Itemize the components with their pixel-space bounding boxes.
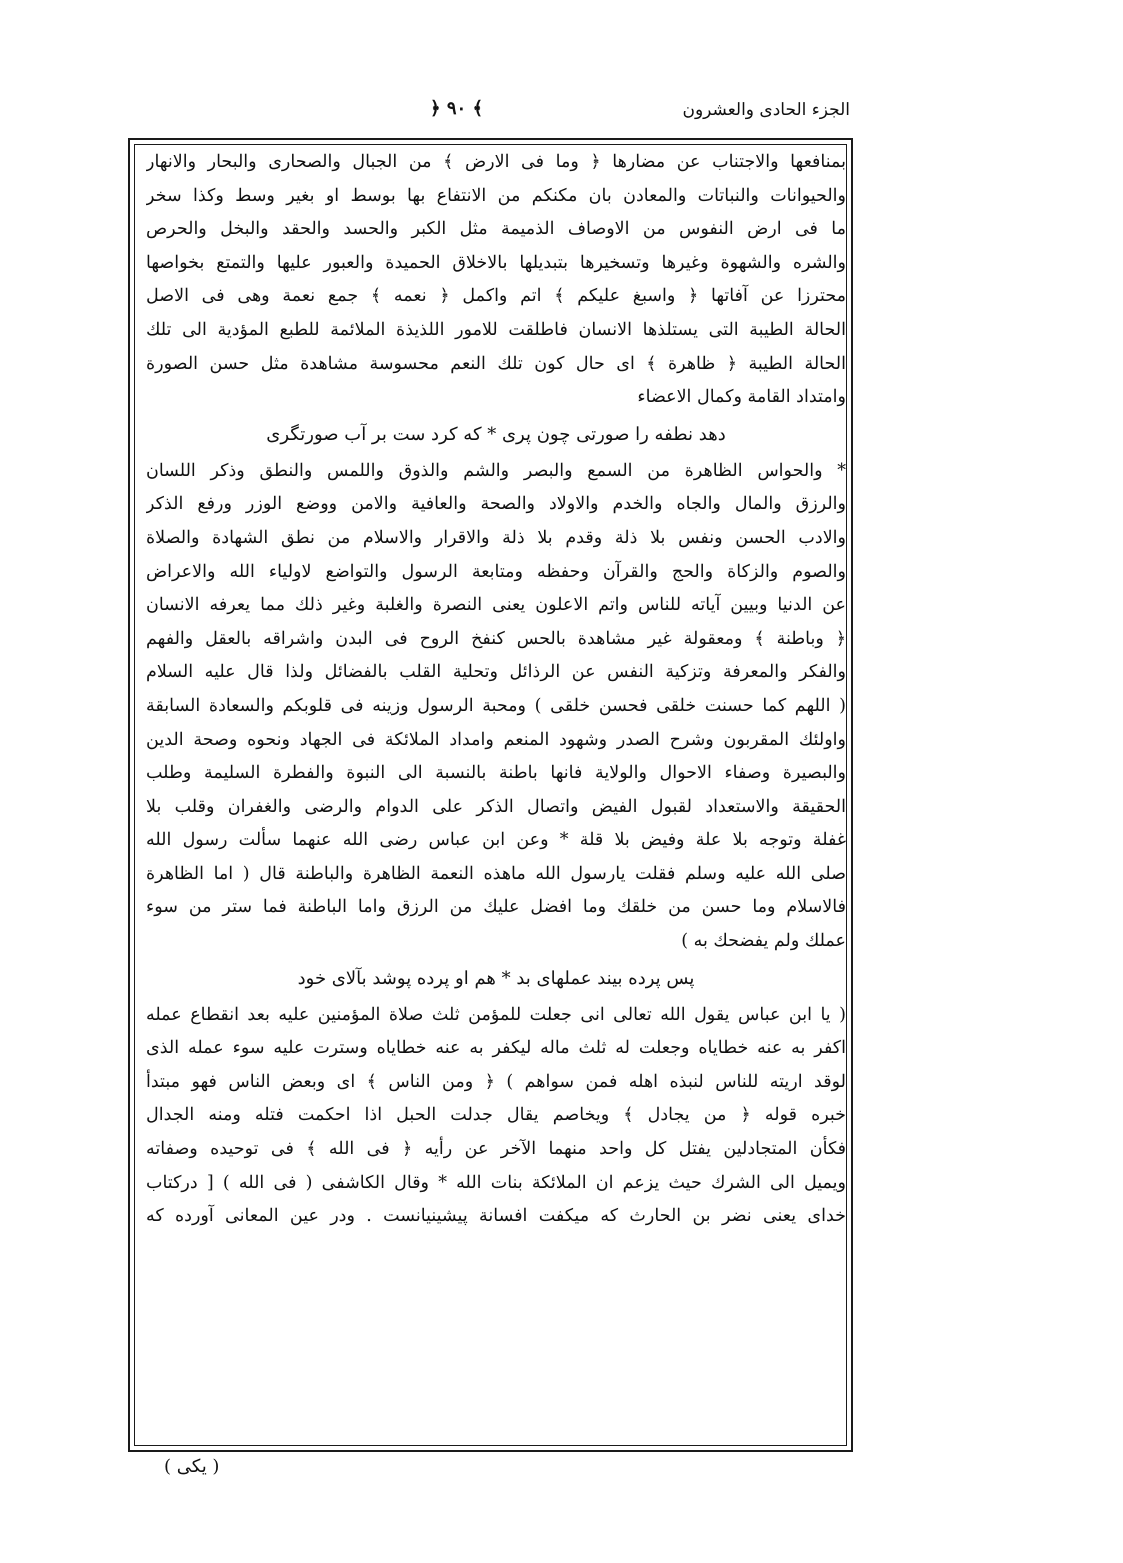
text-line: خبره قوله ﴿ من يجادل ﴾ ويخاصم يقال جدلت الحبل اذا احكمت فتله ومنه الجدال — [146, 1105, 846, 1126]
part-title: الجزء الحادى والعشرون — [682, 100, 850, 120]
catchword: ( يكى ) — [164, 1456, 220, 1477]
text-line: لوقد اريته للناس لنبذه اهله فمن سواهم ) ﴿ ومن الناس ﴾ اى وبعض الناس فهو مبتدأ — [146, 1071, 846, 1092]
persian-verse: دهد نطفه را صورتى چون پرى * كه كرد ست بر آب صورتگرى — [266, 423, 726, 445]
text-line: صلى الله عليه وسلم فقلت يارسول الله ماهذه النعمة الظاهرة والباطنة قال ( اما الظاهرة — [146, 863, 846, 884]
text-line: عن الدنيا وبيين آياته للناس واتم الاعلون يعنى النصرة والغلبة وغير ذلك مما يعرفه الانسان — [146, 595, 846, 616]
text-line: خداى يعنى نضر بن الحارث كه ميكفت افسانة پيشينيانست . ودر عين المعانى آورده كه — [146, 1206, 846, 1227]
text-line: الحالة الطيبة ﴿ ظاهرة ﴾ اى حال كون تلك النعم محسوسة مشاهدة مثل حسن الصورة — [146, 353, 846, 374]
text-line: ( يا ابن عباس يقول الله تعالى انى جعلت للمؤمن ثلث صلاة المؤمنين عليه بعد انقطاع عمله — [146, 1004, 846, 1025]
text-line: واولئك المقربون وشرح الصدر وشهود المنعم وامداد الملائكة فى الجهاد ونحوه وصحة الدين — [146, 729, 846, 750]
text-line: والبصيرة وصفاء الاحوال والولاية فانها باطنة بالنسبة الى النبوة والفطرة السليمة وطلب — [146, 763, 846, 784]
text-line: والفكر والمعرفة وتزكية النفس عن الرذائل وتحلية القلب بالفضائل ولذا قال عليه السلام — [146, 662, 846, 683]
text-line: ما فى ارض النفوس من الاوصاف الذميمة مثل الكبر والحسد والحقد والبخل والحرص — [146, 219, 846, 240]
text-line: عملك ولم يفضحك به ) — [681, 931, 846, 952]
text-line: الحالة الطيبة التى يستلذها الانسان فاطلقت للامور اللذيذة الملائمة للطبع المؤدية الى تلك — [146, 319, 846, 340]
text-line: اكفر به عنه خطاياه وجعلت له ثلث ماله ليكفر به عنه خطاياه وسترت عليه سوء عمله الذى — [146, 1038, 846, 1059]
text-line: فكأن المتجادلين يفتل كل واحد منهما الآخر عن رأيه ﴿ فى الله ﴾ فى توحيده وصفاته — [146, 1139, 846, 1160]
page-number: ﴾ ٩٠ ﴿ — [430, 98, 483, 119]
page-header — [130, 96, 850, 132]
text-line: ويميل الى الشرك حيث يزعم ان الملائكة بنات الله * وقال الكاشفى ( فى الله ) [ دركتاب — [146, 1172, 846, 1193]
text-line: والحيوانات والنباتات والمعادن بان مكنكم من الانتفاع بها بوسط او بغير وسط وكذا سخر — [146, 185, 846, 206]
text-line: * والحواس الظاهرة من السمع والبصر والشم والذوق واللمس والنطق وذكر اللسان — [146, 460, 846, 481]
text-line: بمنافعها والاجتناب عن مضارها ﴿ وما فى الارض ﴾ من الجبال والصحارى والبحار والانهار — [146, 152, 846, 172]
text-line: والشره والشهوة وغيرها وتسخيرها بتبديلها بالاخلاق الحميدة والعبور عليها والتمتع بخواصها — [146, 252, 846, 273]
text-line: فالاسلام وما حسن من خلقك وما افضل عليك من الرزق واما الباطنة فما ستر من سوء — [146, 897, 846, 918]
text-line: محترزا عن آفاتها ﴿ واسبغ عليكم ﴾ اتم واكمل ﴿ نعمه ﴾ جمع نعمة وهى فى الاصل — [146, 286, 846, 307]
text-line: الحقيقة والاستعداد لقبول الفيض واتصال الذكر على الدوام والرضى والغفران وقلب بلا — [146, 796, 846, 817]
text-line: ( اللهم كما حسنت خلقى فحسن خلقى ) ومحبة الرسول وزينه فى قلوبكم والسعادة السابقة — [146, 695, 846, 716]
text-line: غفلة وتوجه بلا علة وفيض بلا قلة * وعن ابن عباس رضى الله عنهما سألت رسول الله — [146, 830, 846, 851]
text-line: والصوم والزكاة والحج والقرآن وحفظه ومتابعة الرسول والتواضع لاولياء الله والاعراض — [146, 561, 846, 582]
text-line: والادب الحسن ونفس بلا ذلة وقدم بلا ذلة والاقرار والاسلام من نطق الشهادة والصلاة — [146, 527, 846, 548]
page-body — [146, 146, 846, 1234]
text-line: ﴿ وباطنة ﴾ ومعقولة غير مشاهدة بالحس كنفخ الروح فى البدن واشراقه بالعقل والفهم — [146, 628, 846, 649]
text-line: والرزق والمال والجاه والخدم والاولاد والصحة والعافية والامن ووضع الوزر ورفع الذكر — [146, 494, 846, 515]
text-line: وامتداد القامة وكمال الاعضاء — [637, 387, 846, 408]
persian-verse: پس پرده بيند عملهاى بد * هم او پرده پوشد بآلاى خود — [297, 967, 695, 989]
